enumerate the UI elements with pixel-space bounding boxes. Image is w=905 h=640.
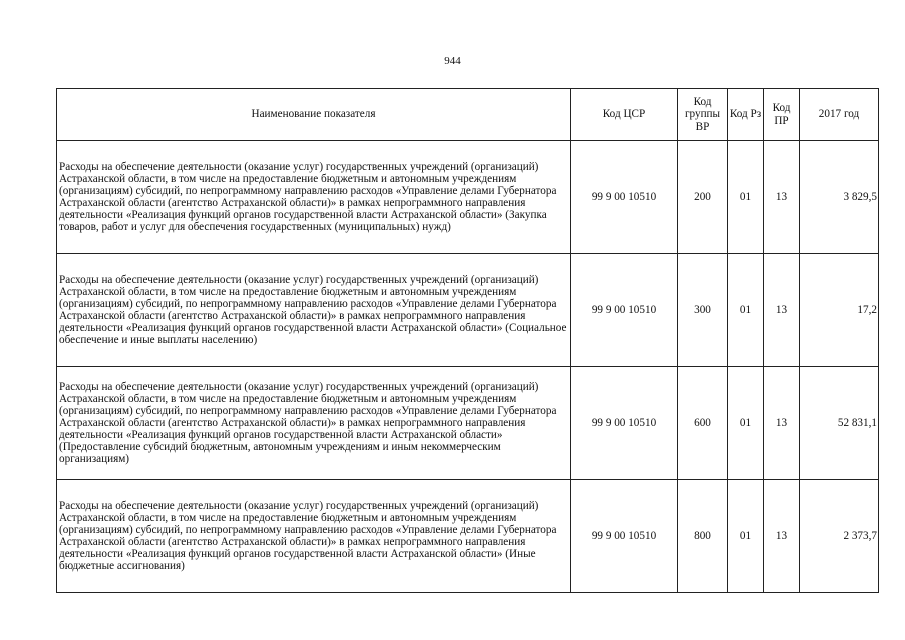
table-row bbox=[57, 480, 879, 593]
row-csr: 99 9 00 10510 bbox=[571, 254, 678, 367]
row-csr: 99 9 00 10510 bbox=[571, 141, 678, 254]
table-row bbox=[57, 254, 879, 367]
row-rz: 01 bbox=[728, 141, 764, 254]
table-header-row bbox=[57, 89, 879, 141]
row-vr: 800 bbox=[678, 480, 728, 593]
header-pr: Код ПР bbox=[764, 89, 800, 141]
row-vr: 300 bbox=[678, 254, 728, 367]
row-vr: 600 bbox=[678, 367, 728, 480]
header-name: Наименование показателя bbox=[57, 89, 571, 141]
budget-table bbox=[56, 88, 879, 593]
header-year: 2017 год bbox=[800, 89, 879, 141]
header-vr: Код группы ВР bbox=[678, 89, 728, 141]
row-rz: 01 bbox=[728, 367, 764, 480]
table-row bbox=[57, 141, 879, 254]
row-pr: 13 bbox=[764, 254, 800, 367]
table-row bbox=[57, 367, 879, 480]
row-pr: 13 bbox=[764, 367, 800, 480]
row-rz: 01 bbox=[728, 480, 764, 593]
row-csr: 99 9 00 10510 bbox=[571, 367, 678, 480]
page-number: 944 bbox=[444, 55, 461, 67]
row-name: Расходы на обеспечение деятельности (оказание услуг) государственных учреждений (организаций) Астраханской области, в том числе на предоставление бюджетным и автономным учреждениям (организациям) субсидий, по непрограммному направлению расходов «Управление делами Губернатора Астраханской области (агентство Астраханской области)» в рамках непрограммного направления деятельности «Реализация функций органов государственной власти Астраханской области» (Иные бюджетные ассигнования) bbox=[57, 480, 571, 593]
row-amount: 3 829,5 bbox=[800, 141, 879, 254]
row-csr: 99 9 00 10510 bbox=[571, 480, 678, 593]
row-pr: 13 bbox=[764, 141, 800, 254]
row-vr: 200 bbox=[678, 141, 728, 254]
row-amount: 17,2 bbox=[800, 254, 879, 367]
header-csr: Код ЦСР bbox=[571, 89, 678, 141]
row-amount: 2 373,7 bbox=[800, 480, 879, 593]
row-rz: 01 bbox=[728, 254, 764, 367]
row-name: Расходы на обеспечение деятельности (оказание услуг) государственных учреждений (организаций) Астраханской области, в том числе на предоставление бюджетным и автономным учреждениям (организациям) субсидий, по непрограммному направлению расходов «Управление делами Губернатора Астраханской области (агентство Астраханской области)» в рамках непрограммного направления деятельности «Реализация функций органов государственной власти Астраханской области» (Закупка товаров, работ и услуг для обеспечения государственных (муниципальных) нужд) bbox=[57, 141, 571, 254]
row-amount: 52 831,1 bbox=[800, 367, 879, 480]
row-name: Расходы на обеспечение деятельности (оказание услуг) государственных учреждений (организаций) Астраханской области, в том числе на предоставление бюджетным и автономным учреждениям (организациям) субсидий, по непрограммному направлению расходов «Управление делами Губернатора Астраханской области (агентство Астраханской области)» в рамках непрограммного направления деятельности «Реализация функций органов государственной власти Астраханской области» (Социальное обеспечение и иные выплаты населению) bbox=[57, 254, 571, 367]
row-name: Расходы на обеспечение деятельности (оказание услуг) государственных учреждений (организаций) Астраханской области, в том числе на предоставление бюджетным и автономным учреждениям (организациям) субсидий, по непрограммному направлению расходов «Управление делами Губернатора Астраханской области (агентство Астраханской области)» в рамках непрограммного направления деятельности «Реализация функций органов государственной власти Астраханской области» (Предоставление субсидий бюджетным, автономным учреждениям и иным некоммерческим организациям) bbox=[57, 367, 571, 480]
header-rz: Код Рз bbox=[728, 89, 764, 141]
row-pr: 13 bbox=[764, 480, 800, 593]
